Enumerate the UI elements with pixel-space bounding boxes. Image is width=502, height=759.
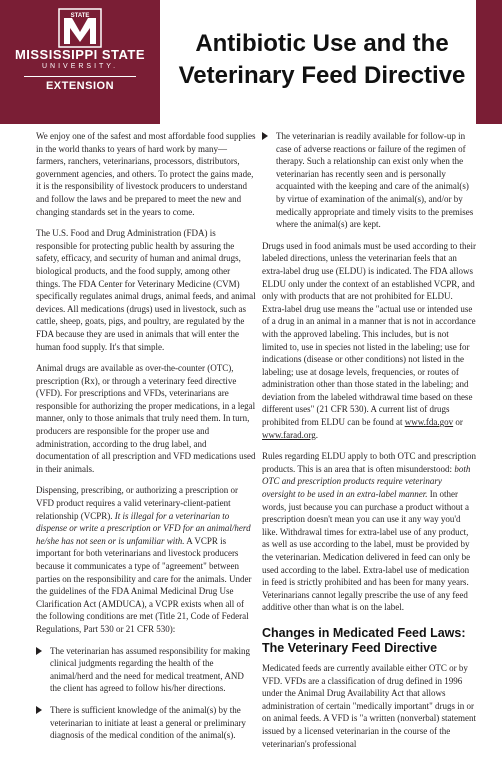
list-item — [36, 704, 256, 742]
logo-sub: UNIVERSITY. — [41, 63, 119, 70]
state-emblem-icon — [58, 8, 102, 48]
list-item — [36, 645, 256, 695]
list-item — [262, 130, 476, 231]
heading-line-1: Changes in Medicated Feed Laws: — [262, 625, 466, 640]
left-column — [36, 130, 256, 751]
right-column — [262, 130, 476, 759]
bullet-triangle-icon — [262, 132, 268, 140]
page-title — [168, 28, 476, 92]
paragraph: Animal drugs are available as over-the-counter (OTC), prescription (Rx), or through a veterinary feed directive (VFD). For prescriptions and VFDs, veterinarians are responsible for authorizing the proper medications, in a legal manner, only to those animals that truly need them. In turn, producers are responsible for the proper use and administration, according to the drug label, and documentation of all prescription and VFD medications used in their animals. — [36, 363, 256, 474]
text-span: In other words, just because you can purchase a product without a prescription doesn't mean you can use it any way you'd like. Withdrawal times for extra-label use of any product, as well as use according to the label, must be provided by the veterinarian. Medication delivered in feed can only be used according to the label. Extra-label use of medication in feed is strictly prohibited and has been for many years. Veterinarians cannot legally prescribe the use of any feed additive other than what is on the label. — [262, 489, 471, 613]
bullet-triangle-icon — [36, 647, 42, 655]
text-span: or — [453, 417, 463, 428]
farad-link[interactable]: www.farad.org — [262, 429, 316, 440]
text-span: Dispensing, prescribing, or authorizing a prescription or VFD product requires a valid veterinary-client-patient relationship (VCPR). — [36, 485, 238, 521]
text-span: Rules regarding ELDU apply to both OTC and prescription products. This is an area that is often misunderstood: — [262, 451, 476, 474]
section-heading — [262, 626, 476, 656]
text-span: Drugs used in food animals must be used according to their labeled directions, unless the veterinarian feels that an extra-label drug use (ELDU) is indicated. The FDA allows ELDU only under the context of an established VCPR, and only with products that are not prohibited for ELDU. Extra-label drug use means the "actual use or intended use of a drug in an animal in a manner that is not in accordance with the approved labeling. This includes, but is not limited to, use in species not listed in the labeling; use for indications (disease or other conditions) not listed in the labeling; use at dosage levels, frequencies, or routes of administration other than those stated in the labeling; and deviation from the labeled withdrawal time based on these different uses" (21 CFR 530). A current list of drugs prohibited from ELDU can be found at — [262, 240, 476, 428]
paragraph-vcpr — [36, 484, 256, 635]
svg-text:STATE: STATE — [70, 13, 90, 19]
list-item-text: The veterinarian is readily available for follow-up in case of adverse reactions or failure of the regimen of therapy. Such a relationship can exist only when the veterinarian has recently seen and is personally acquainted with the keeping and care of the animal(s) by virtue of examination of the animal(s), and/or by medically appropriate and timely visits to the premises where the animal(s) are kept. — [276, 131, 474, 230]
paragraph: The U.S. Food and Drug Administration (FDA) is responsible for protecting public health by assuring the safety, efficacy, and security of human and animal drugs, biological products, and the food supply, among other things. The FDA Center for Veterinary Medicine (CVM) specifically regulates animal drugs, animal feeds, and animal devices. All medications (drugs) used in livestock, such as cattle, sheep, goats, pigs, and poultry, are regulated by the FDA because they are used in animals that will enter the human food supply. It's that simple. — [36, 228, 256, 352]
msu-extension-logo — [0, 0, 160, 124]
title-line-1: Antibiotic Use and the — [195, 30, 449, 57]
logo-divider — [24, 76, 136, 77]
list-item-text: The veterinarian has assumed responsibility for making clinical judgments regarding the health of the animal/herd and the need for medical treatment, AND the client has agreed to follow his/her directions. — [50, 645, 250, 694]
list-item-text: There is sufficient knowledge of the animal(s) by the veterinarian to initiate at least a general or preliminary diagnosis of the medical condition of the animal(s). — [50, 704, 246, 741]
emphasis-text: both OTC and prescription products require veterinary oversight to be used in an extra-label manner. — [262, 463, 471, 500]
logo-dept: EXTENSION — [45, 80, 115, 92]
emphasis-text: It is illegal for a veterinarian to dispense or write a prescription or VFD for an animal/herd he/she has not seen or is unfamiliar with. — [36, 510, 251, 546]
text-span: . — [315, 429, 318, 440]
page-header — [0, 0, 502, 124]
heading-line-2: The Veterinary Feed Directive — [262, 640, 438, 655]
paragraph: Medicated feeds are currently available either OTC or by VFD. VFDs are a classification of drug defined in 1996 under the Animal Drug Availability Act that allows administration of certain "medically important" drugs in or on animal feeds. A VFD is "a written (nonverbal) statement issued by a licensed veterinarian in the course of the veterinarian's professional — [262, 662, 476, 749]
logo-name: MISSISSIPPI STATE — [14, 47, 146, 62]
paragraph-eldu — [262, 240, 476, 442]
bullet-triangle-icon — [36, 706, 42, 714]
text-span: A VCPR is important for both veterinarians and livestock producers because it communicates a type of "agreement" between parties on the responsibility and care for the animals. Under the guidelines of the FDA Animal Medicinal Drug Use Clarification Act (AMDUCA), a VCPR exists when all of the following conditions are met (Title 21, Code of Federal Regulations, Part 530 or 21 CFR 530): — [36, 535, 252, 634]
paragraph: We enjoy one of the safest and most affordable food supplies in the world thanks to years of hard work by many—farmers, ranchers, veterinarians, processors, distributors, government agencies, and others. To protect the gains made, it is the responsibility of livestock producers to understand and follow the laws and be prepared to meet the new and changing standards set in the years to come. — [36, 131, 256, 217]
fda-link[interactable]: www.fda.gov — [404, 417, 454, 428]
title-line-2: Veterinary Feed Directive — [178, 62, 466, 89]
paragraph-rules — [262, 450, 476, 614]
header-accent — [476, 0, 502, 124]
